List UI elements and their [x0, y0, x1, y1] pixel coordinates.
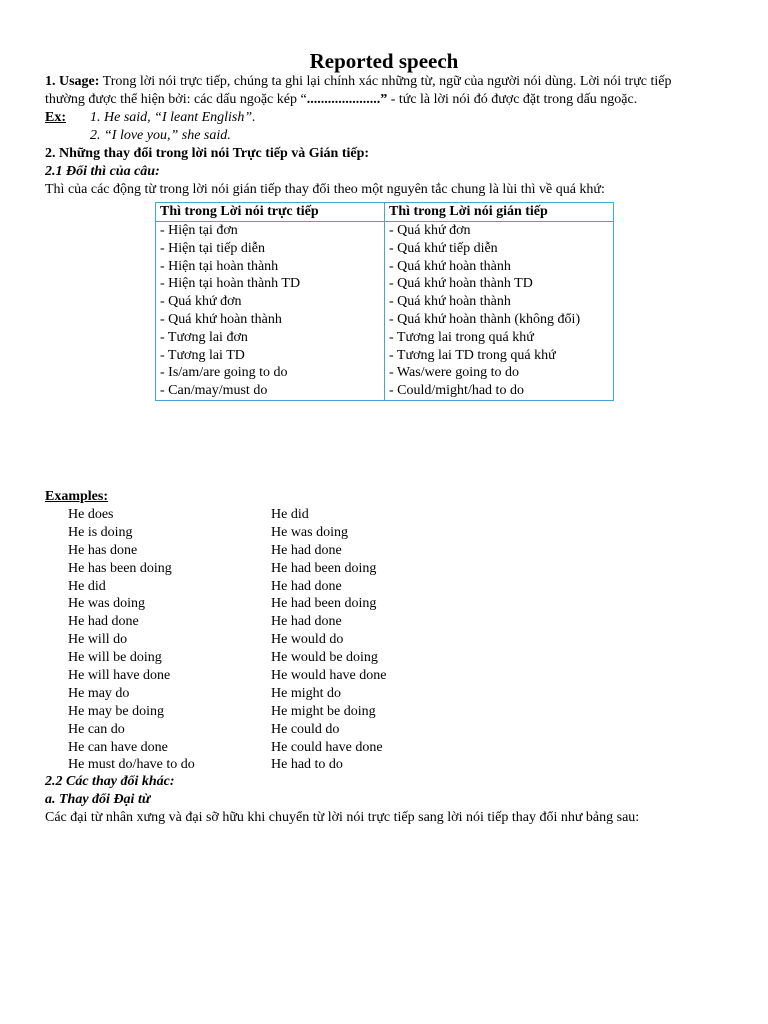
table-header-direct: Thì trong Lời nói trực tiếp [156, 203, 385, 222]
indirect-tense: - Quá khứ hoàn thành [389, 258, 511, 274]
usage-text-2a: thường được thể hiện bởi: các dấu ngoặc kép “ [45, 92, 307, 107]
examples-heading: Examples: [45, 489, 108, 504]
indirect-tense: - Quá khứ tiếp diễn [389, 240, 498, 256]
page-title: Reported speech [309, 49, 459, 73]
usage-text-2c: - tức là lời nói đó được đặt trong dấu ngoặc. [387, 92, 638, 107]
direct-tense: - Hiện tại đơn [160, 223, 238, 238]
example-reported: He might be doing [271, 703, 376, 719]
direct-tense-column [156, 222, 385, 401]
table-header-indirect: Thì trong Lời nói gián tiếp [385, 203, 614, 222]
direct-tense: - Hiện tại hoàn thành TD [160, 276, 301, 292]
usage-line-2 [45, 91, 735, 109]
example-reported: He might do [271, 685, 341, 701]
direct-tense: - Can/may/must do [160, 383, 268, 399]
example-direct: He had done [68, 614, 139, 630]
tense-shift-table [155, 202, 614, 401]
section-2-1-text: Thì của các động từ trong lời nói gián tiếp thay đổi theo một nguyên tắc chung là lùi thì về quá khứ: [45, 182, 605, 197]
ex-item-1: 1. He said, “I leant English”. [90, 110, 256, 125]
example-reported: He did [271, 507, 309, 522]
direct-tense: - Is/am/are going to do [160, 365, 288, 381]
example-direct: He has done [68, 542, 138, 558]
direct-tense: - Hiện tại tiếp diễn [160, 240, 265, 256]
example-reported: He was doing [271, 524, 348, 540]
example-direct: He is doing [68, 524, 133, 540]
example-reported: He could do [271, 721, 340, 737]
example-direct: He can do [68, 721, 125, 737]
section-2-heading: 2. Những thay đổi trong lời nói Trực tiếp và Gián tiếp: [45, 146, 370, 161]
indirect-tense: - Could/might/had to do [389, 383, 524, 399]
example-reported: He could have done [271, 739, 383, 755]
example-reported: He would have done [271, 668, 387, 684]
table-header-row [156, 203, 614, 222]
example-reported: He had been doing [271, 560, 377, 576]
section-2-2-heading: 2.2 Các thay đổi khác: [45, 774, 175, 789]
direct-tense: - Quá khứ hoàn thành [160, 311, 282, 327]
direct-tense: - Tương lai đơn [160, 329, 248, 345]
ex-label: Ex: [45, 110, 66, 125]
example-direct: He does [68, 507, 114, 522]
indirect-tense: - Tương lai trong quá khứ [389, 329, 534, 345]
example-direct: He has been doing [68, 560, 172, 576]
example-reported: He had done [271, 542, 342, 558]
example-direct: He may be doing [68, 703, 165, 719]
usage-line-1 [45, 73, 735, 91]
example-direct: He must do/have to do [68, 757, 195, 773]
example-direct: He will do [68, 632, 128, 648]
indirect-tense: - Tương lai TD trong quá khứ [389, 347, 556, 363]
example-reported: He would be doing [271, 650, 378, 666]
usage-label: 1. Usage: [45, 74, 100, 89]
example-reported: He had been doing [271, 596, 377, 612]
section-2-1-heading: 2.1 Đổi thì của câu: [45, 164, 160, 179]
ex-item-2: 2. “I love you,” she said. [90, 128, 231, 143]
example-direct: He will be doing [68, 650, 162, 666]
quote-dots: .....................” [306, 92, 388, 107]
direct-tense: - Tương lai TD [160, 347, 245, 363]
example-reported: He had done [271, 578, 342, 594]
example-direct: He was doing [68, 596, 145, 612]
example-direct: He will have done [68, 668, 171, 684]
example-direct: He can have done [68, 739, 168, 755]
direct-tense: - Quá khứ đơn [160, 294, 242, 310]
indirect-tense: - Quá khứ hoàn thành TD [389, 276, 533, 292]
example-direct: He did [68, 578, 106, 594]
indirect-tense: - Quá khứ hoàn thành [389, 294, 511, 310]
indirect-tense: - Quá khứ hoàn thành (không đổi) [389, 311, 581, 327]
section-2-2-a-text: Các đại từ nhân xưng và đại sỡ hữu khi chuyển từ lời nói trực tiếp sang lời nói tiếp thay đổi như bảng sau: [45, 810, 640, 825]
example-direct: He may do [68, 685, 130, 701]
indirect-tense: - Was/were going to do [389, 365, 520, 381]
example-reported: He would do [271, 632, 344, 648]
example-reported: He had to do [271, 757, 343, 773]
table-body-row [156, 222, 614, 401]
indirect-tense-column [385, 222, 614, 401]
section-2-2-a-heading: a. Thay đổi Đại từ [45, 792, 151, 807]
indirect-tense: - Quá khứ đơn [389, 223, 471, 238]
usage-text-1: Trong lời nói trực tiếp, chúng ta ghi lại chính xác những từ, ngữ của người nói dùng. Lời nói trực tiếp [99, 74, 672, 89]
example-reported: He had done [271, 614, 342, 630]
direct-tense: - Hiện tại hoàn thành [160, 258, 279, 274]
